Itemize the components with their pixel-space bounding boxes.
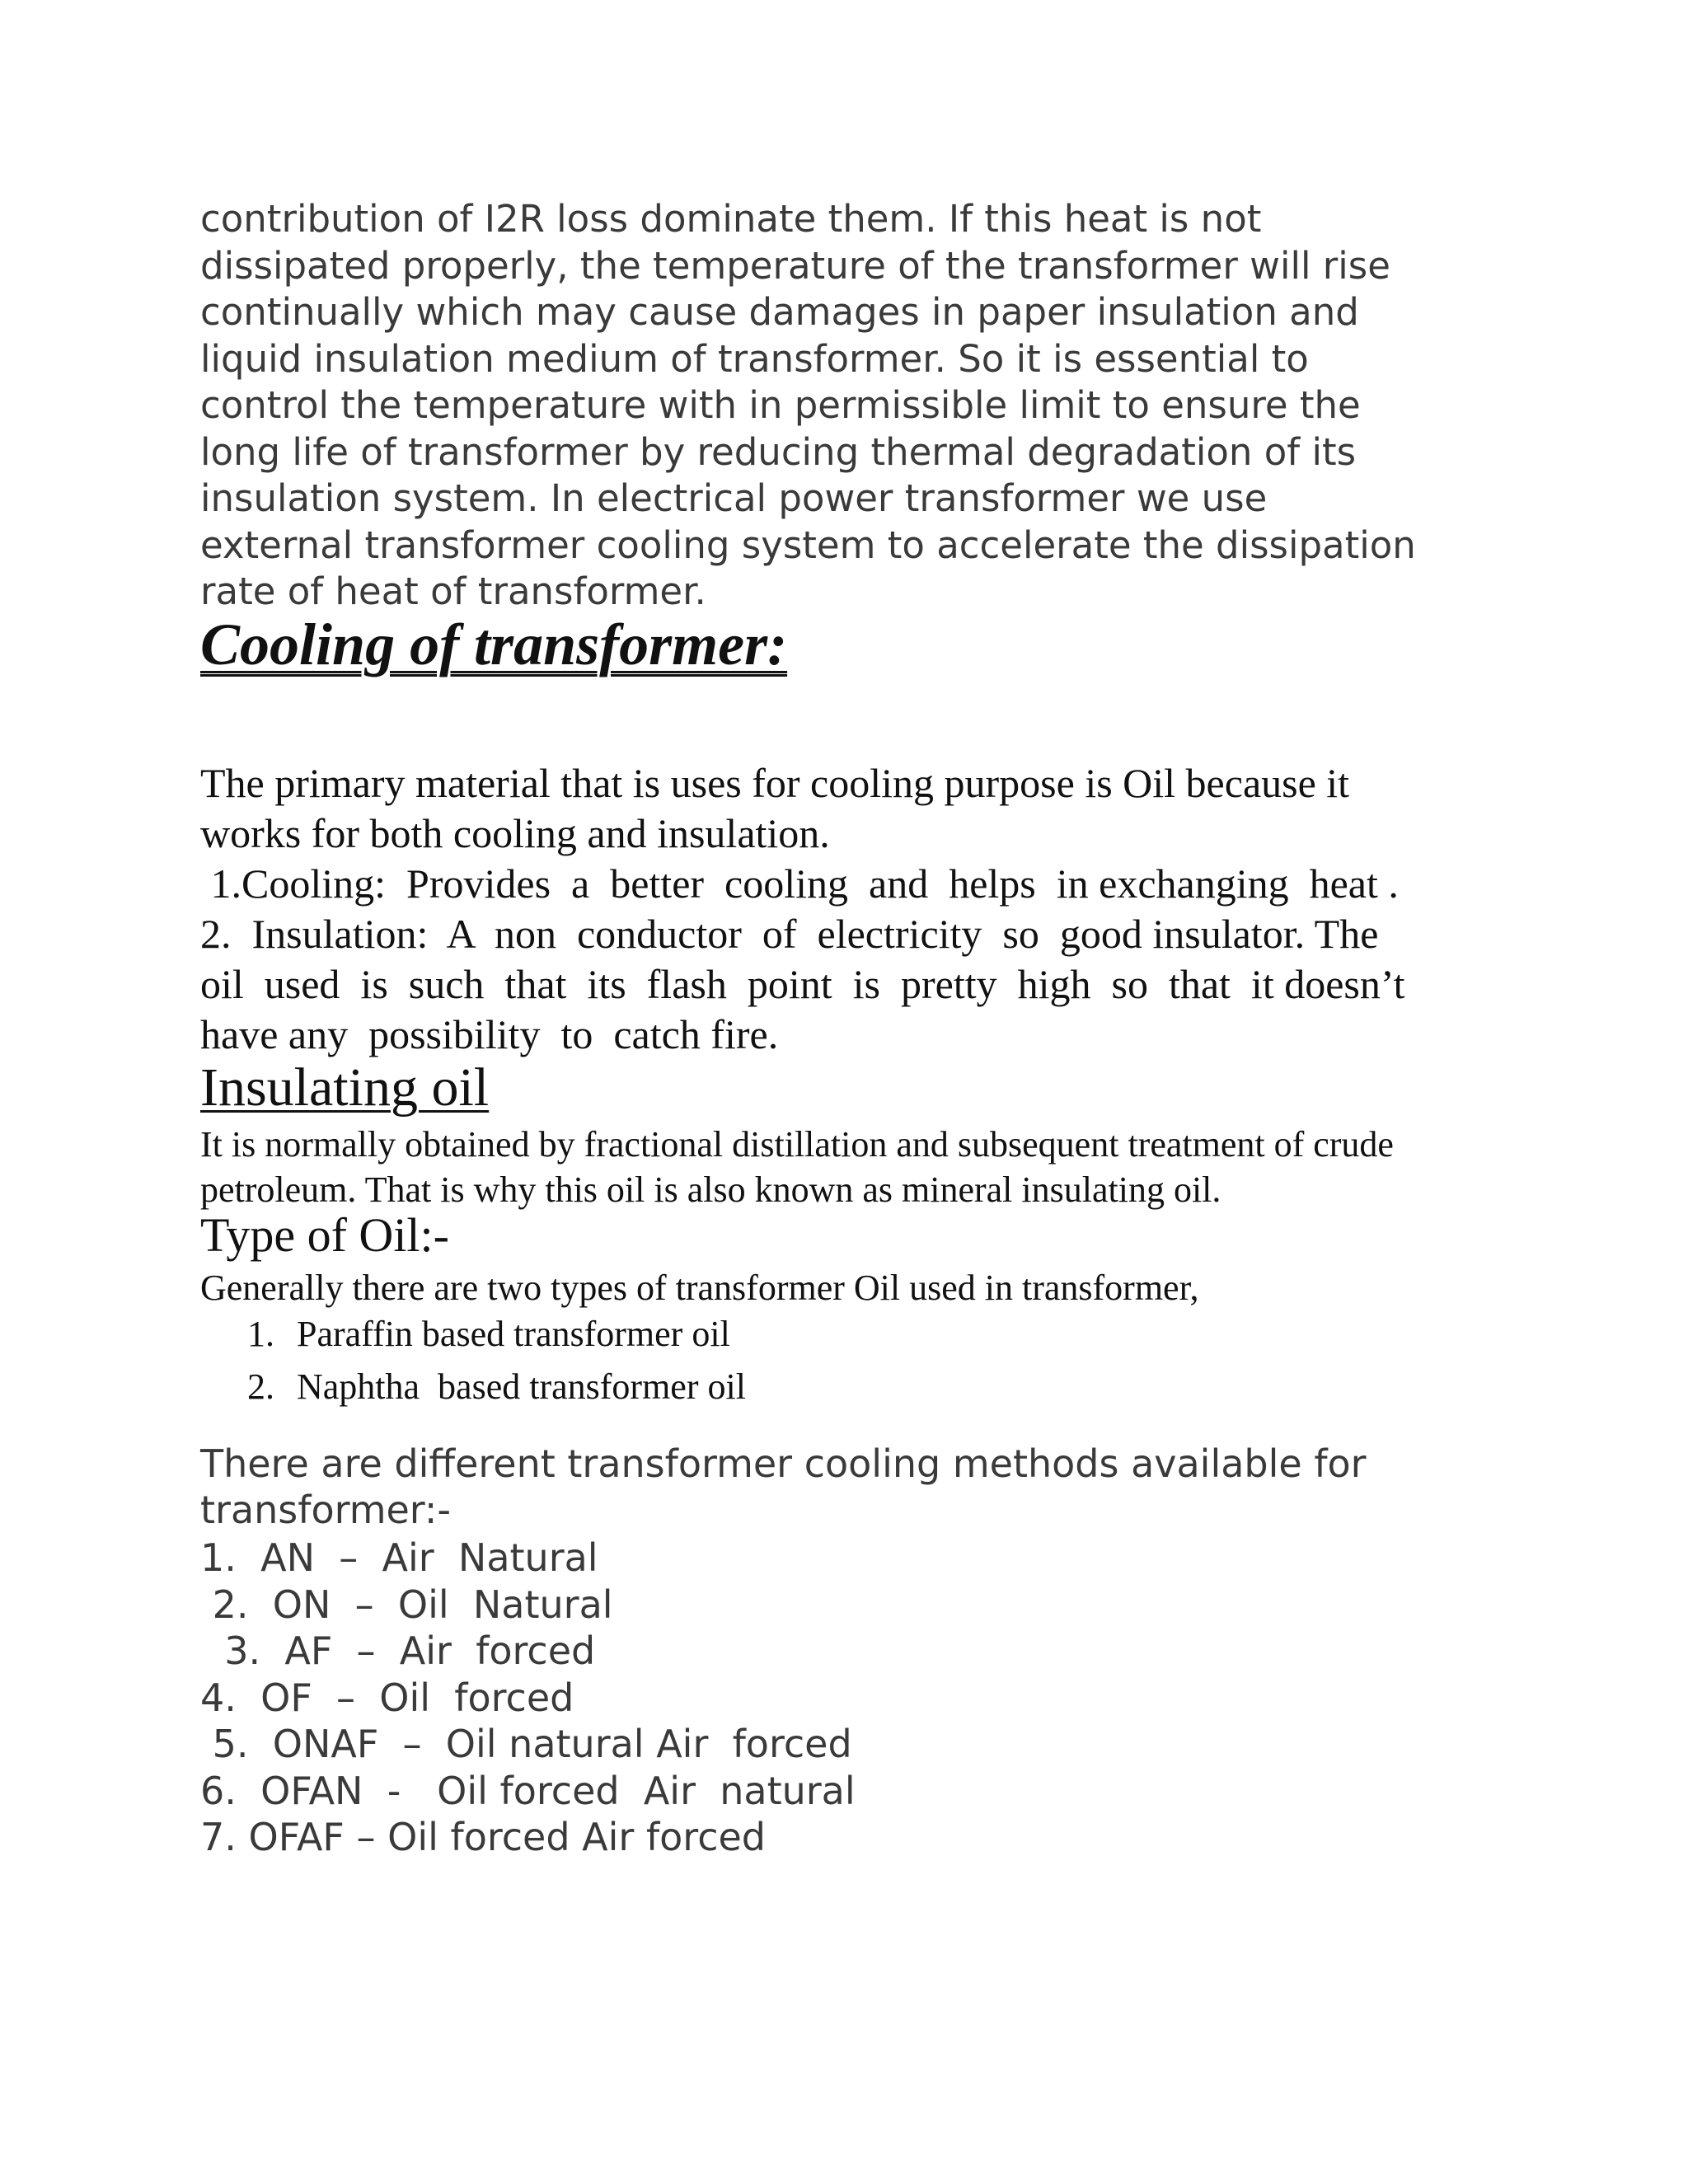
text-line: external transformer cooling system to accelerate the dissipation bbox=[200, 523, 1416, 567]
text-line: rate of heat of transformer. bbox=[200, 569, 706, 613]
text-line: The primary material that is uses for cooling purpose is Oil because it bbox=[200, 760, 1350, 806]
list-number: 1. bbox=[247, 1314, 274, 1354]
insulating-oil-heading: Insulating oil bbox=[200, 1057, 490, 1118]
list-item bbox=[247, 1308, 746, 1361]
text-line: transformer:- bbox=[200, 1488, 452, 1532]
list-item: 2. ON – Oil Natural bbox=[200, 1582, 613, 1627]
intro-paragraph bbox=[200, 196, 1486, 616]
type-of-oil-paragraph: Generally there are two types of transformer Oil used in transformer, bbox=[200, 1268, 1199, 1308]
insulating-oil-paragraph bbox=[200, 1122, 1486, 1212]
list-item: 3. AF – Air forced bbox=[200, 1629, 596, 1673]
text-line: petroleum. That is why this oil is also known as mineral insulating oil. bbox=[200, 1169, 1221, 1210]
text-line: oil used is such that its flash point is pretty high so that it doesn’t bbox=[200, 961, 1405, 1007]
text-line: control the temperature with in permissible limit to ensure the bbox=[200, 383, 1361, 427]
text-line: have any possibility to catch fire. bbox=[200, 1011, 779, 1057]
text-line: 1.Cooling: Provides a better cooling and helps in exchanging heat . bbox=[200, 860, 1399, 907]
list-text: Paraffin based transformer oil bbox=[297, 1314, 730, 1354]
cooling-methods-list bbox=[200, 1535, 856, 1861]
cooling-heading: Cooling of transformer: bbox=[200, 612, 788, 677]
list-item: 5. ONAF – Oil natural Air forced bbox=[200, 1722, 852, 1766]
list-item: 4. OF – Oil forced bbox=[200, 1675, 574, 1720]
cooling-paragraph bbox=[200, 758, 1486, 1060]
text-line: long life of transformer by reducing thermal degradation of its bbox=[200, 429, 1357, 474]
list-item bbox=[247, 1361, 746, 1413]
list-item: 6. OFAN - Oil forced Air natural bbox=[200, 1768, 856, 1813]
text-line: dissipated properly, the temperature of the transformer will rise bbox=[200, 243, 1390, 288]
text-line: contribution of I2R loss dominate them. If this heat is not bbox=[200, 197, 1262, 241]
text-line: It is normally obtained by fractional distillation and subsequent treatment of crude bbox=[200, 1124, 1394, 1165]
type-of-oil-heading: Type of Oil:- bbox=[200, 1208, 449, 1262]
list-item: 7. OFAF – Oil forced Air forced bbox=[200, 1815, 766, 1859]
list-number: 2. bbox=[247, 1366, 274, 1407]
text-line: liquid insulation medium of transformer. So it is essential to bbox=[200, 336, 1309, 381]
list-item: 1. AN – Air Natural bbox=[200, 1535, 598, 1580]
text-line: continually which may cause damages in paper insulation and bbox=[200, 290, 1359, 334]
text-line: works for both cooling and insulation. bbox=[200, 810, 830, 856]
list-text: Naphtha based transformer oil bbox=[297, 1366, 746, 1407]
text-line: There are different transformer cooling methods available for bbox=[200, 1441, 1367, 1486]
text-line: 2. Insulation: A non conductor of electricity so good insulator. The bbox=[200, 911, 1379, 957]
cooling-methods-intro bbox=[200, 1441, 1367, 1533]
oil-types-list bbox=[247, 1308, 746, 1413]
text-line: insulation system. In electrical power transformer we use bbox=[200, 476, 1268, 520]
